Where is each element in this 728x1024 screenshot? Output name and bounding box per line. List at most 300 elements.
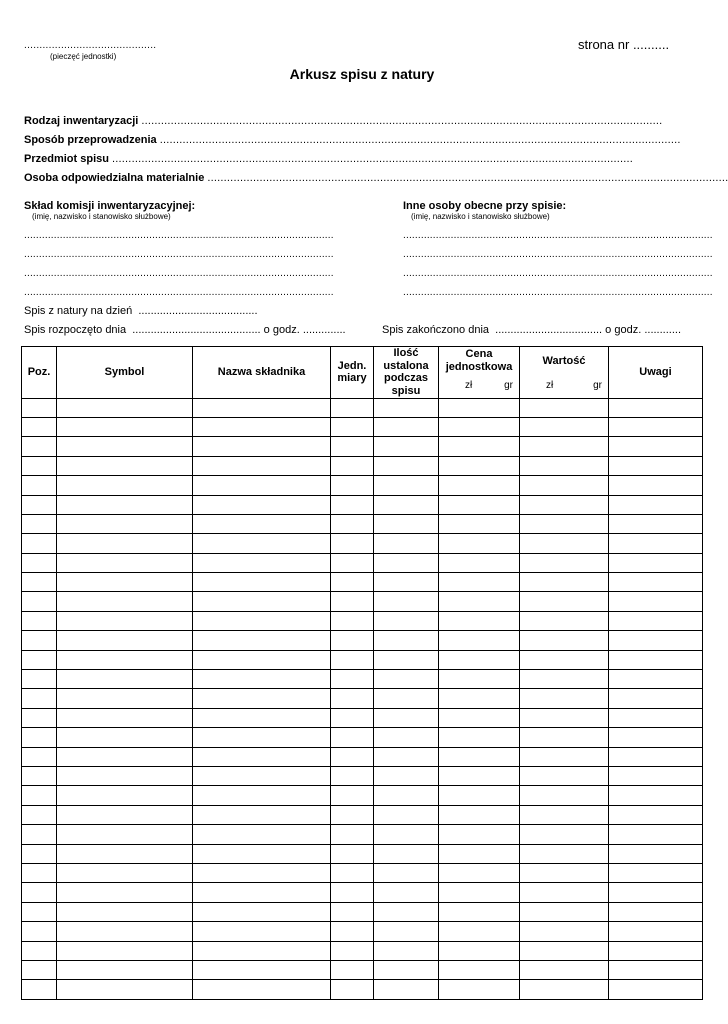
- field-label: Przedmiot spisu: [24, 153, 109, 165]
- header-ilosc-line: podczas: [383, 372, 428, 385]
- cell-wartosc[interactable]: [520, 398, 609, 417]
- cell-uwagi[interactable]: [609, 728, 703, 747]
- cell-cena[interactable]: [439, 398, 520, 417]
- cell-poz[interactable]: [22, 611, 57, 630]
- cell-uwagi[interactable]: [609, 902, 703, 921]
- cell-jedn[interactable]: [331, 902, 374, 921]
- cell-jedn[interactable]: [331, 417, 374, 436]
- cell-nazwa[interactable]: [193, 825, 331, 844]
- cell-nazwa[interactable]: [193, 573, 331, 592]
- table-row: [22, 883, 703, 902]
- cell-ilosc[interactable]: [374, 980, 439, 999]
- cell-ilosc[interactable]: [374, 553, 439, 572]
- cell-uwagi[interactable]: [609, 766, 703, 785]
- cell-nazwa[interactable]: [193, 747, 331, 766]
- table-row: [22, 825, 703, 844]
- cell-cena[interactable]: [439, 476, 520, 495]
- cell-ilosc[interactable]: [374, 573, 439, 592]
- cell-ilosc[interactable]: [374, 670, 439, 689]
- cell-symbol[interactable]: [57, 980, 193, 999]
- cell-jedn[interactable]: [331, 670, 374, 689]
- cell-wartosc[interactable]: [520, 825, 609, 844]
- cell-ilosc[interactable]: [374, 708, 439, 727]
- cell-ilosc[interactable]: [374, 398, 439, 417]
- cell-poz[interactable]: [22, 592, 57, 611]
- cell-symbol[interactable]: [57, 708, 193, 727]
- cell-wartosc[interactable]: [520, 553, 609, 572]
- field-dots: ................................................................................................................................................................: [112, 153, 634, 165]
- cell-nazwa[interactable]: [193, 941, 331, 960]
- field-label: Rodzaj inwentaryzacji: [24, 115, 139, 127]
- cell-uwagi[interactable]: [609, 708, 703, 727]
- cell-cena[interactable]: [439, 825, 520, 844]
- cell-nazwa[interactable]: [193, 960, 331, 979]
- cell-ilosc[interactable]: [374, 960, 439, 979]
- commission-title: Skład komisji inwentaryzacyjnej:: [24, 200, 196, 212]
- cell-ilosc[interactable]: [374, 611, 439, 630]
- cell-cena[interactable]: [439, 728, 520, 747]
- cell-uwagi[interactable]: [609, 592, 703, 611]
- cell-poz[interactable]: [22, 476, 57, 495]
- cell-wartosc[interactable]: [520, 922, 609, 941]
- cell-jedn[interactable]: [331, 844, 374, 863]
- cell-ilosc[interactable]: [374, 476, 439, 495]
- cell-wartosc[interactable]: [520, 786, 609, 805]
- cell-symbol[interactable]: [57, 476, 193, 495]
- cell-wartosc[interactable]: [520, 708, 609, 727]
- cell-uwagi[interactable]: [609, 398, 703, 417]
- cell-jedn[interactable]: [331, 631, 374, 650]
- cell-ilosc[interactable]: [374, 766, 439, 785]
- cell-poz[interactable]: [22, 708, 57, 727]
- cell-uwagi[interactable]: [609, 437, 703, 456]
- cell-uwagi[interactable]: [609, 553, 703, 572]
- cell-symbol[interactable]: [57, 766, 193, 785]
- field-dots: ................................................................................................................................................................: [207, 172, 728, 184]
- cell-poz[interactable]: [22, 514, 57, 533]
- cell-uwagi[interactable]: [609, 611, 703, 630]
- cell-uwagi[interactable]: [609, 573, 703, 592]
- cell-jedn[interactable]: [331, 747, 374, 766]
- cell-wartosc[interactable]: [520, 960, 609, 979]
- cell-uwagi[interactable]: [609, 844, 703, 863]
- others-title: Inne osoby obecne przy spisie:: [403, 200, 567, 212]
- cell-cena[interactable]: [439, 553, 520, 572]
- cell-cena[interactable]: [439, 922, 520, 941]
- table-row: [22, 611, 703, 630]
- cell-nazwa[interactable]: [193, 708, 331, 727]
- cell-wartosc[interactable]: [520, 728, 609, 747]
- cell-ilosc[interactable]: [374, 883, 439, 902]
- cell-jedn[interactable]: [331, 514, 374, 533]
- cell-nazwa[interactable]: [193, 437, 331, 456]
- table-row: [22, 476, 703, 495]
- spis-start[interactable]: [24, 324, 346, 336]
- cell-cena[interactable]: [439, 902, 520, 921]
- cell-uwagi[interactable]: [609, 417, 703, 436]
- cell-cena[interactable]: [439, 650, 520, 669]
- commission-line-2[interactable]: ........................................................................................................: [24, 249, 334, 260]
- field-osoba[interactable]: [24, 172, 728, 184]
- cell-ilosc[interactable]: [374, 417, 439, 436]
- cell-poz[interactable]: [22, 747, 57, 766]
- spis-start-hour-label: o godz.: [263, 324, 300, 336]
- table-row: [22, 786, 703, 805]
- cell-cena[interactable]: [439, 708, 520, 727]
- cell-ilosc[interactable]: [374, 805, 439, 824]
- cell-ilosc[interactable]: [374, 747, 439, 766]
- cell-uwagi[interactable]: [609, 631, 703, 650]
- cell-symbol[interactable]: [57, 650, 193, 669]
- cell-jedn[interactable]: [331, 825, 374, 844]
- cell-symbol[interactable]: [57, 456, 193, 475]
- cell-jedn[interactable]: [331, 592, 374, 611]
- cell-jedn[interactable]: [331, 437, 374, 456]
- table-row: [22, 514, 703, 533]
- cell-cena[interactable]: [439, 534, 520, 553]
- cell-cena[interactable]: [439, 437, 520, 456]
- cell-symbol[interactable]: [57, 573, 193, 592]
- cell-nazwa[interactable]: [193, 728, 331, 747]
- cell-poz[interactable]: [22, 534, 57, 553]
- cell-nazwa[interactable]: [193, 592, 331, 611]
- cell-wartosc[interactable]: [520, 573, 609, 592]
- cell-wartosc[interactable]: [520, 689, 609, 708]
- cell-uwagi[interactable]: [609, 960, 703, 979]
- cell-wartosc[interactable]: [520, 592, 609, 611]
- cell-wartosc[interactable]: [520, 902, 609, 921]
- cell-poz[interactable]: [22, 670, 57, 689]
- cell-nazwa[interactable]: [193, 786, 331, 805]
- cell-symbol[interactable]: [57, 417, 193, 436]
- cell-symbol[interactable]: [57, 631, 193, 650]
- cell-wartosc[interactable]: [520, 766, 609, 785]
- cell-wartosc[interactable]: [520, 437, 609, 456]
- cell-poz[interactable]: [22, 689, 57, 708]
- cell-ilosc[interactable]: [374, 437, 439, 456]
- cell-poz[interactable]: [22, 863, 57, 882]
- header-cena-line: jednostkowa: [445, 360, 513, 373]
- cell-poz[interactable]: [22, 786, 57, 805]
- cell-ilosc[interactable]: [374, 689, 439, 708]
- cell-uwagi[interactable]: [609, 922, 703, 941]
- cell-symbol[interactable]: [57, 747, 193, 766]
- cell-nazwa[interactable]: [193, 631, 331, 650]
- cell-ilosc[interactable]: [374, 922, 439, 941]
- cell-poz[interactable]: [22, 398, 57, 417]
- spis-end[interactable]: [382, 324, 681, 336]
- cell-nazwa[interactable]: [193, 514, 331, 533]
- cell-wartosc[interactable]: [520, 534, 609, 553]
- cell-wartosc[interactable]: [520, 631, 609, 650]
- table-row: [22, 980, 703, 999]
- cell-symbol[interactable]: [57, 514, 193, 533]
- others-line-2[interactable]: ........................................................................................................: [403, 249, 713, 260]
- field-rodzaj[interactable]: [24, 115, 663, 127]
- cell-uwagi[interactable]: [609, 689, 703, 708]
- cell-uwagi[interactable]: [609, 941, 703, 960]
- table-row: [22, 747, 703, 766]
- cell-uwagi[interactable]: [609, 650, 703, 669]
- cell-ilosc[interactable]: [374, 495, 439, 514]
- cell-jedn[interactable]: [331, 805, 374, 824]
- header-poz: Poz.: [22, 347, 57, 399]
- cell-nazwa[interactable]: [193, 689, 331, 708]
- cell-symbol[interactable]: [57, 689, 193, 708]
- cell-cena[interactable]: [439, 514, 520, 533]
- cell-cena[interactable]: [439, 941, 520, 960]
- cell-poz[interactable]: [22, 728, 57, 747]
- commission-line-3[interactable]: ........................................................................................................: [24, 268, 334, 279]
- cell-uwagi[interactable]: [609, 805, 703, 824]
- cell-nazwa[interactable]: [193, 863, 331, 882]
- cell-ilosc[interactable]: [374, 844, 439, 863]
- table-row: [22, 708, 703, 727]
- cell-wartosc[interactable]: [520, 495, 609, 514]
- cell-ilosc[interactable]: [374, 728, 439, 747]
- inventory-table: [21, 346, 703, 1000]
- page-title: Arkusz spisu z natury: [289, 66, 435, 82]
- spis-start-hour-dots: ..............: [302, 324, 346, 336]
- cell-cena[interactable]: [439, 456, 520, 475]
- cell-cena[interactable]: [439, 417, 520, 436]
- cell-poz[interactable]: [22, 883, 57, 902]
- cell-symbol[interactable]: [57, 922, 193, 941]
- cell-ilosc[interactable]: [374, 514, 439, 533]
- cell-poz[interactable]: [22, 495, 57, 514]
- cell-ilosc[interactable]: [374, 456, 439, 475]
- cell-uwagi[interactable]: [609, 495, 703, 514]
- cell-nazwa[interactable]: [193, 476, 331, 495]
- cell-symbol[interactable]: [57, 960, 193, 979]
- cell-uwagi[interactable]: [609, 456, 703, 475]
- cell-nazwa[interactable]: [193, 417, 331, 436]
- cell-symbol[interactable]: [57, 437, 193, 456]
- cell-wartosc[interactable]: [520, 747, 609, 766]
- cell-nazwa[interactable]: [193, 844, 331, 863]
- cell-symbol[interactable]: [57, 495, 193, 514]
- table-row: [22, 495, 703, 514]
- cell-poz[interactable]: [22, 805, 57, 824]
- cell-jedn[interactable]: [331, 960, 374, 979]
- cell-wartosc[interactable]: [520, 650, 609, 669]
- cell-jedn[interactable]: [331, 922, 374, 941]
- cell-symbol[interactable]: [57, 592, 193, 611]
- cell-symbol[interactable]: [57, 844, 193, 863]
- cell-wartosc[interactable]: [520, 611, 609, 630]
- cell-nazwa[interactable]: [193, 980, 331, 999]
- field-przedmiot[interactable]: [24, 153, 634, 165]
- cell-jedn[interactable]: [331, 398, 374, 417]
- cell-wartosc[interactable]: [520, 883, 609, 902]
- cell-wartosc[interactable]: [520, 417, 609, 436]
- cell-ilosc[interactable]: [374, 863, 439, 882]
- table-row: [22, 553, 703, 572]
- cell-nazwa[interactable]: [193, 902, 331, 921]
- page-dots: ..........: [632, 37, 670, 52]
- cell-jedn[interactable]: [331, 476, 374, 495]
- cell-poz[interactable]: [22, 573, 57, 592]
- stamp-dots: ...........................................: [24, 40, 157, 51]
- cell-cena[interactable]: [439, 573, 520, 592]
- cell-uwagi[interactable]: [609, 980, 703, 999]
- cell-nazwa[interactable]: [193, 456, 331, 475]
- cell-symbol[interactable]: [57, 553, 193, 572]
- cell-cena[interactable]: [439, 863, 520, 882]
- cell-poz[interactable]: [22, 980, 57, 999]
- cell-symbol[interactable]: [57, 670, 193, 689]
- cell-uwagi[interactable]: [609, 786, 703, 805]
- cell-poz[interactable]: [22, 417, 57, 436]
- cell-poz[interactable]: [22, 553, 57, 572]
- table-row: [22, 650, 703, 669]
- cell-wartosc[interactable]: [520, 805, 609, 824]
- cell-jedn[interactable]: [331, 980, 374, 999]
- cell-uwagi[interactable]: [609, 863, 703, 882]
- cell-poz[interactable]: [22, 650, 57, 669]
- cell-jedn[interactable]: [331, 456, 374, 475]
- cell-cena[interactable]: [439, 631, 520, 650]
- cell-jedn[interactable]: [331, 534, 374, 553]
- cell-jedn[interactable]: [331, 883, 374, 902]
- cell-nazwa[interactable]: [193, 883, 331, 902]
- cell-poz[interactable]: [22, 631, 57, 650]
- cell-jedn[interactable]: [331, 863, 374, 882]
- cell-wartosc[interactable]: [520, 941, 609, 960]
- cell-symbol[interactable]: [57, 611, 193, 630]
- cell-jedn[interactable]: [331, 786, 374, 805]
- cell-wartosc[interactable]: [520, 514, 609, 533]
- cell-jedn[interactable]: [331, 689, 374, 708]
- cell-jedn[interactable]: [331, 708, 374, 727]
- cell-cena[interactable]: [439, 883, 520, 902]
- cell-ilosc[interactable]: [374, 941, 439, 960]
- header-ilosc-line: spisu: [391, 384, 421, 397]
- cell-ilosc[interactable]: [374, 631, 439, 650]
- cell-nazwa[interactable]: [193, 534, 331, 553]
- cell-wartosc[interactable]: [520, 863, 609, 882]
- cell-nazwa[interactable]: [193, 670, 331, 689]
- cell-uwagi[interactable]: [609, 747, 703, 766]
- others-line-3[interactable]: ........................................................................................................: [403, 268, 713, 279]
- cell-jedn[interactable]: [331, 573, 374, 592]
- cell-nazwa[interactable]: [193, 398, 331, 417]
- header-jedn-line: miary: [337, 372, 367, 385]
- cell-wartosc[interactable]: [520, 456, 609, 475]
- cell-poz[interactable]: [22, 456, 57, 475]
- cell-cena[interactable]: [439, 611, 520, 630]
- spis-end-dots: ...................................: [495, 324, 603, 336]
- cell-uwagi[interactable]: [609, 514, 703, 533]
- cell-wartosc[interactable]: [520, 844, 609, 863]
- cell-cena[interactable]: [439, 844, 520, 863]
- cell-poz[interactable]: [22, 844, 57, 863]
- header-wartosc-units: [520, 375, 609, 398]
- cell-ilosc[interactable]: [374, 650, 439, 669]
- page-number: [578, 37, 669, 52]
- cell-symbol[interactable]: [57, 941, 193, 960]
- spis-date[interactable]: [24, 305, 258, 317]
- cell-wartosc[interactable]: [520, 980, 609, 999]
- cell-cena[interactable]: [439, 495, 520, 514]
- cell-cena[interactable]: [439, 980, 520, 999]
- cell-cena[interactable]: [439, 960, 520, 979]
- cell-poz[interactable]: [22, 960, 57, 979]
- header-ilosc-line: Ilość: [393, 347, 419, 359]
- cell-symbol[interactable]: [57, 398, 193, 417]
- cell-nazwa[interactable]: [193, 766, 331, 785]
- cell-symbol[interactable]: [57, 786, 193, 805]
- cell-ilosc[interactable]: [374, 786, 439, 805]
- unit-zl: zł: [546, 380, 554, 392]
- table-row: [22, 417, 703, 436]
- others-line-4[interactable]: ........................................................................................................: [403, 287, 713, 298]
- cell-symbol[interactable]: [57, 534, 193, 553]
- cell-poz[interactable]: [22, 766, 57, 785]
- cell-wartosc[interactable]: [520, 476, 609, 495]
- cell-uwagi[interactable]: [609, 670, 703, 689]
- header-uwagi: Uwagi: [609, 347, 703, 399]
- cell-symbol[interactable]: [57, 863, 193, 882]
- cell-ilosc[interactable]: [374, 825, 439, 844]
- cell-ilosc[interactable]: [374, 902, 439, 921]
- cell-symbol[interactable]: [57, 728, 193, 747]
- cell-poz[interactable]: [22, 437, 57, 456]
- cell-poz[interactable]: [22, 922, 57, 941]
- field-sposob[interactable]: [24, 134, 681, 146]
- spis-date-dots: .......................................: [138, 305, 258, 317]
- cell-poz[interactable]: [22, 941, 57, 960]
- cell-jedn[interactable]: [331, 650, 374, 669]
- cell-symbol[interactable]: [57, 825, 193, 844]
- cell-ilosc[interactable]: [374, 592, 439, 611]
- cell-poz[interactable]: [22, 825, 57, 844]
- cell-nazwa[interactable]: [193, 650, 331, 669]
- cell-jedn[interactable]: [331, 611, 374, 630]
- cell-cena[interactable]: [439, 670, 520, 689]
- cell-jedn[interactable]: [331, 728, 374, 747]
- cell-nazwa[interactable]: [193, 495, 331, 514]
- cell-nazwa[interactable]: [193, 922, 331, 941]
- cell-nazwa[interactable]: [193, 805, 331, 824]
- cell-nazwa[interactable]: [193, 611, 331, 630]
- cell-cena[interactable]: [439, 805, 520, 824]
- commission-line-1[interactable]: ........................................................................................................: [24, 230, 334, 241]
- cell-cena[interactable]: [439, 592, 520, 611]
- cell-ilosc[interactable]: [374, 534, 439, 553]
- others-line-1[interactable]: ........................................................................................................: [403, 230, 713, 241]
- cell-uwagi[interactable]: [609, 883, 703, 902]
- commission-line-4[interactable]: ........................................................................................................: [24, 287, 334, 298]
- cell-wartosc[interactable]: [520, 670, 609, 689]
- cell-jedn[interactable]: [331, 941, 374, 960]
- cell-cena[interactable]: [439, 766, 520, 785]
- cell-uwagi[interactable]: [609, 476, 703, 495]
- cell-uwagi[interactable]: [609, 534, 703, 553]
- cell-uwagi[interactable]: [609, 825, 703, 844]
- cell-cena[interactable]: [439, 747, 520, 766]
- cell-jedn[interactable]: [331, 553, 374, 572]
- cell-jedn[interactable]: [331, 495, 374, 514]
- cell-symbol[interactable]: [57, 902, 193, 921]
- cell-jedn[interactable]: [331, 766, 374, 785]
- cell-nazwa[interactable]: [193, 553, 331, 572]
- cell-poz[interactable]: [22, 902, 57, 921]
- cell-cena[interactable]: [439, 786, 520, 805]
- cell-symbol[interactable]: [57, 805, 193, 824]
- cell-cena[interactable]: [439, 689, 520, 708]
- cell-symbol[interactable]: [57, 883, 193, 902]
